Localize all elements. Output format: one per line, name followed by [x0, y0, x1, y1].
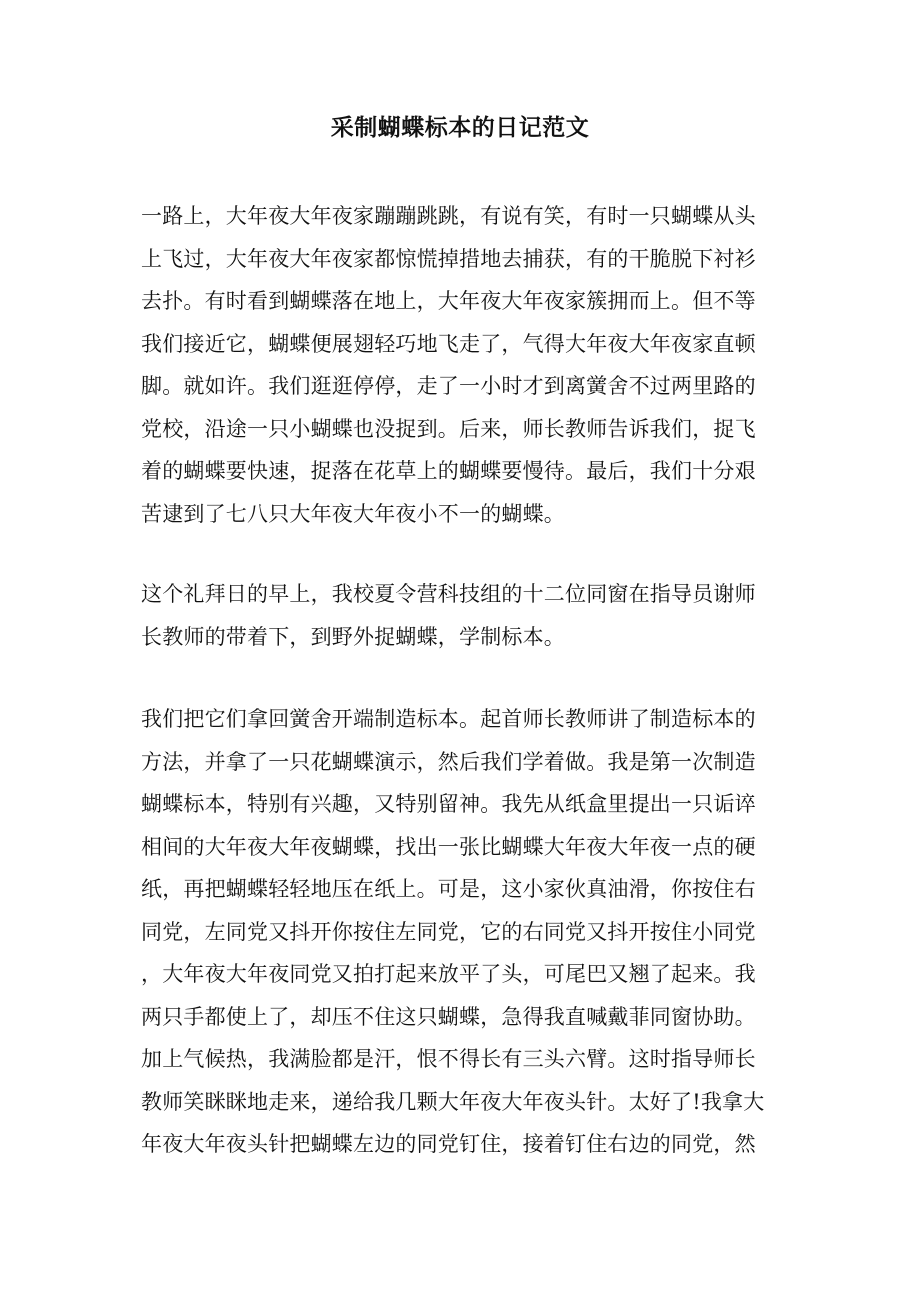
paragraph-line: ，大年夜大年夜同党又拍打起来放平了头，可尾巴又翘了起来。我 — [141, 962, 756, 986]
paragraph-line: 相间的大年夜大年夜蝴蝶，找出一张比蝴蝶大年夜大年夜一点的硬 — [141, 834, 756, 859]
paragraph-line: 方法，并拿了一只花蝴蝶演示，然后我们学着做。我是第一次制造 — [141, 749, 756, 774]
paragraph-line: 去扑。有时看到蝴蝶落在地上，大年夜大年夜家簇拥而上。但不等 — [141, 289, 756, 313]
paragraph-line: 这个礼拜日的早上，我校夏令营科技组的十二位同窗在指导员谢师 — [141, 582, 756, 606]
paragraph-line: 加上气候热，我满脸都是汗，恨不得长有三头六臂。这时指导师长 — [141, 1047, 756, 1071]
paragraph-1 — [141, 195, 783, 535]
paragraph-line: 年夜大年夜头针把蝴蝶左边的同党钉住，接着钉住右边的同党，然 — [141, 1132, 756, 1156]
paragraph-line: 一路上，大年夜大年夜家蹦蹦跳跳，有说有笑，有时一只蝴蝶从头 — [141, 204, 756, 228]
paragraph-line: 教师笑眯眯地走来，递给我几颗大年夜大年夜头针。太好了!我拿大 — [141, 1089, 765, 1114]
paragraph-line: 纸，再把蝴蝶轻轻地压在纸上。可是，这小家伙真油滑，你按住右 — [141, 877, 756, 901]
paragraph-line: 长教师的带着下，到野外捉蝴蝶，学制标本。 — [141, 624, 565, 649]
paragraph-line: 两只手都使上了，却压不住这只蝴蝶，急得我直喊戴菲同窗协助。 — [141, 1004, 756, 1029]
paragraph-line: 我们接近它，蝴蝶便展翅轻巧地飞走了，气得大年夜大年夜家直顿 — [141, 331, 756, 356]
paragraph-line: 脚。就如许。我们逛逛停停，走了一小时才到离黉舍不过两里路的 — [141, 374, 756, 398]
paragraph-line: 党校，沿途一只小蝴蝶也没捉到。后来，师长教师告诉我们，捉飞 — [141, 416, 756, 441]
document-title: 采制蝴蝶标本的日记范文 — [330, 114, 590, 141]
paragraph-line: 同党，左同党又抖开你按住左同党，它的右同党又抖开按住小同党 — [141, 919, 756, 944]
paragraph-3 — [141, 698, 783, 1166]
paragraph-line: 着的蝴蝶要快速，捉落在花草上的蝴蝶要慢待。最后，我们十分艰 — [141, 459, 756, 483]
paragraph-line: 蝴蝶标本，特别有兴趣，又特别留神。我先从纸盒里提出一只诟谇 — [141, 792, 756, 816]
paragraph-line: 苦逮到了七八只大年夜大年夜小不一的蝴蝶。 — [141, 501, 565, 526]
paragraph-line: 我们把它们拿回黉舍开端制造标本。起首师长教师讲了制造标本的 — [141, 707, 756, 731]
paragraph-line: 上飞过，大年夜大年夜家都惊慌掉措地去捕获，有的干脆脱下衬衫 — [141, 246, 756, 271]
paragraph-2 — [141, 573, 783, 658]
